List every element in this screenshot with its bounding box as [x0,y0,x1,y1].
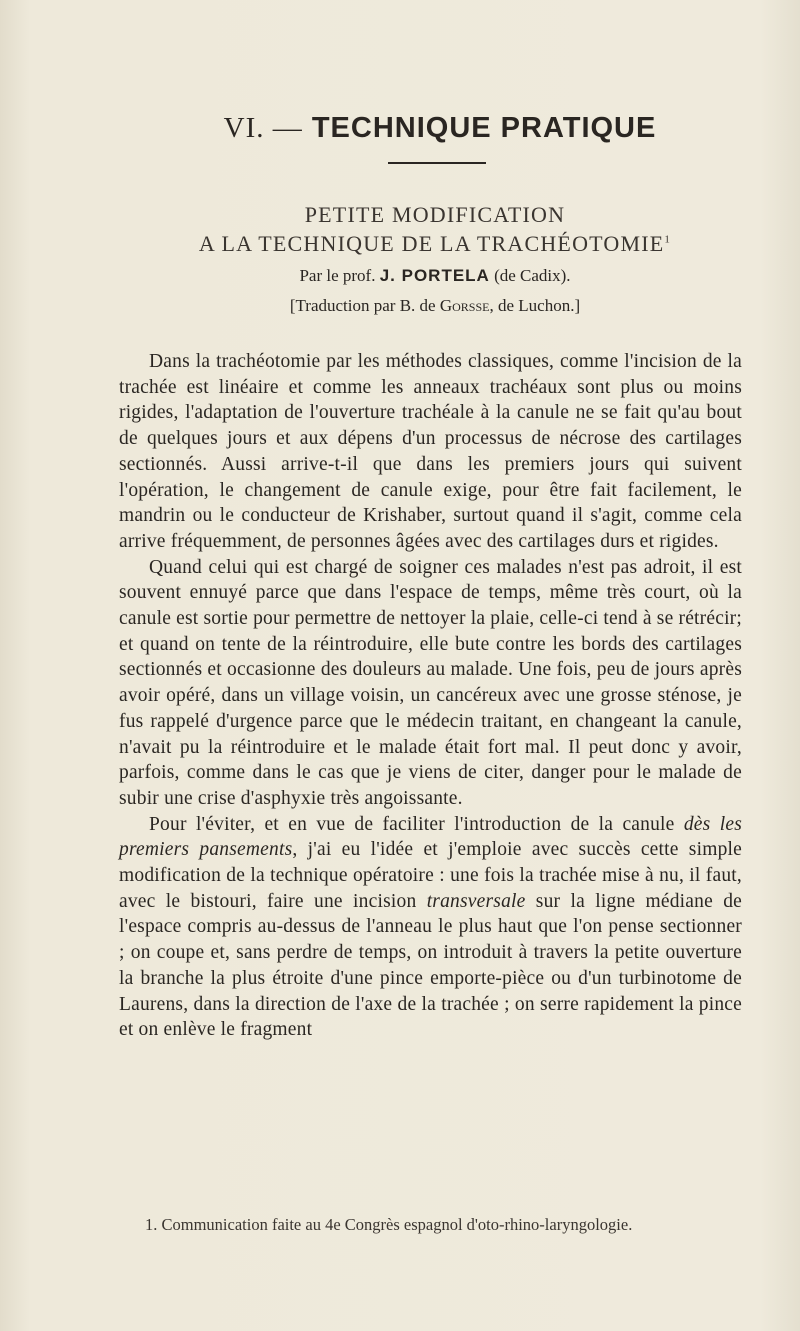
p3-text-c: sur la ligne médiane de l'espace compris au-dessus de l'anneau le plus haut que l'on pense sectionner ; on coupe et, sans perdre de temps, on introduit à travers la petite ouverture la branche la plus étroite d'une pince emporte-pièce ou d'un turbinotome de Laurens, dans la direction de l'axe de la trachée ; on serre rapidement la pince et on enlève le fragment [119,890,743,1041]
translator-name: Gorsse [439,296,490,315]
p3-text-a: Pour l'éviter, et en vue de faciliter l'introduction de la canule [149,813,675,835]
translation-suffix: , de Luchon.] [489,296,581,315]
p3-italic-1: dès les premiers pansements [119,813,742,861]
section-heading [0,112,800,145]
translation-credit [0,296,800,316]
article-title-line2 [0,231,800,257]
author-name: J. PORTELA [379,266,490,285]
paragraph-2: Quand celui qui est chargé de soigner ces malades n'est pas adroit, il est souvent ennuyé parce que dans l'espace de temps, même très court, où la canule est sortie pour permettre de nettoyer la plaie, celle-ci tend à se rétrécir; et quand on tente de la réintroduire, elle bute contre les bords des cartilages sectionnés et occasionne des douleurs au malade. Une fois, peu de jours après avoir opéré, dans un village voisin, un cancéreux avec une grosse sténose, je fus rappelé d'urgence parce que le médecin traitant, en changeant la canule, n'avait pu la réintroduire et le malade était fort mal. Il peut donc y avoir, parfois, comme dans le cas que je viens de citer, danger pour le malade de subir une crise d'asphyxie très angoissante. [119,556,742,809]
paragraph-1: Dans la trachéotomie par les méthodes classiques, comme l'incision de la trachée est linéaire et comme les anneaux trachéaux sont plus ou moins rigides, l'adaptation de l'ouverture trachéale à la canule ne se fait qu'au bout de quelques jours et aux dépens d'un processus de nécrose des cartilages sectionnés. Aussi arrive-t-il que dans les premiers jours qui suivent l'opération, le changement de canule exige, pour être fait facilement, le mandrin ou le conducteur de Krishaber, surtout quand il s'agit, comme cela arrive fréquemment, de personnes âgées avec des cartilages durs et rigides. [119,351,742,552]
article-body [119,349,742,1043]
footnote: 1. Communication faite au 4e Congrès espagnol d'oto-rhino-laryngologie. [145,1215,633,1234]
p3-text-b: , j'ai eu l'idée et j'emploie avec succès cette simple modification de la technique opératoire : une fois la trachée mise à nu, il faut, avec le bistouri, faire une incision [119,839,743,912]
article-title-text: A LA TECHNIQUE DE LA TRACHÉOTOMIE [198,231,665,256]
footnote-mark: 1 [664,233,672,246]
translation-prefix: [Traduction par B. de [289,296,436,315]
byline-prefix: Par le prof. [299,266,376,285]
p3-italic-2: transversale [426,890,526,912]
article-title-line1: PETITE MODIFICATION [304,202,566,227]
paragraph-3 [119,812,742,1043]
section-title: TECHNIQUE PRATIQUE [311,112,657,144]
byline [0,266,800,286]
author-affiliation: (de Cadix). [494,266,571,285]
heading-rule [388,162,486,164]
section-number: VI. — [223,112,303,144]
